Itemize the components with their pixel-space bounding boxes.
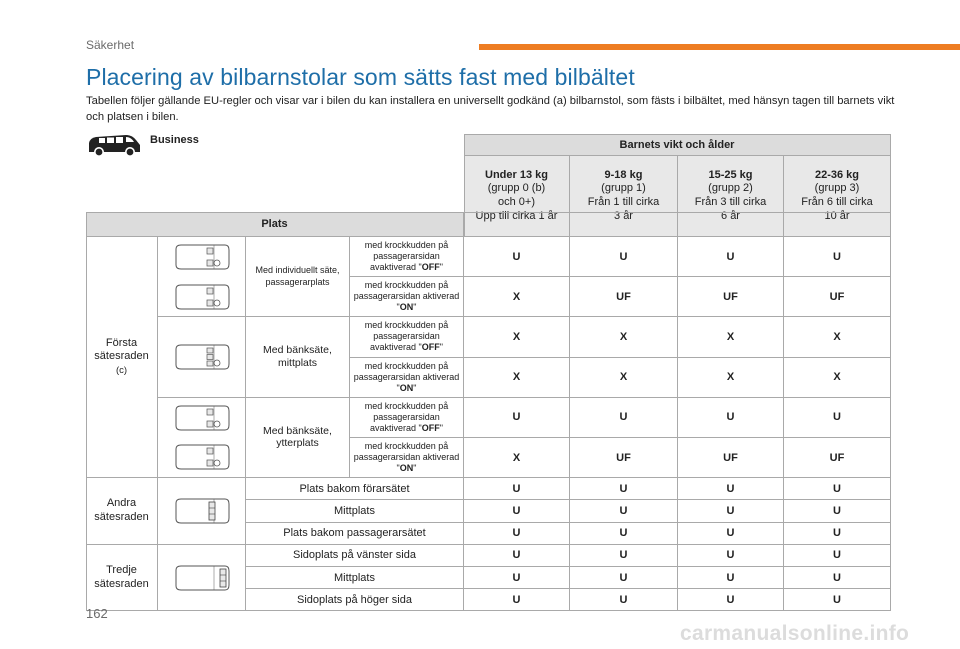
suitability-value-text: U bbox=[726, 504, 735, 517]
seat-diagram bbox=[158, 478, 246, 545]
age-group-description: (grupp 3) bbox=[814, 182, 860, 195]
suitability-value-text: U bbox=[726, 250, 735, 263]
age-group-header bbox=[464, 134, 891, 156]
suitability-value bbox=[784, 545, 891, 567]
suitability-value bbox=[570, 589, 678, 611]
age-group-cell bbox=[678, 156, 784, 237]
suitability-value-text: U bbox=[726, 482, 735, 495]
suitability-value bbox=[464, 523, 570, 545]
seat-place bbox=[246, 478, 464, 500]
seat-type-label: Med individuellt säte, passagerarplats bbox=[255, 265, 340, 287]
suitability-value-text: UF bbox=[616, 451, 631, 464]
seat-type bbox=[246, 317, 350, 397]
suitability-value bbox=[570, 398, 678, 438]
airbag-state: ON bbox=[399, 463, 414, 474]
suitability-value bbox=[678, 478, 784, 500]
suitability-value bbox=[464, 237, 570, 277]
suitability-value-text: UF bbox=[829, 290, 845, 303]
airbag-status-text bbox=[350, 320, 463, 353]
airbag-status-text bbox=[350, 280, 463, 313]
suitability-value-text: X bbox=[512, 451, 521, 464]
suitability-value bbox=[464, 277, 570, 317]
seat-place-label: Sidoplats på höger sida bbox=[297, 593, 412, 606]
suitability-value-text: U bbox=[512, 549, 521, 562]
suitability-value-text: U bbox=[833, 250, 841, 263]
suitability-value bbox=[784, 567, 891, 589]
suitability-value-text: U bbox=[512, 527, 521, 540]
suitability-value-text: U bbox=[726, 571, 735, 584]
child-seat-table bbox=[86, 134, 891, 611]
suitability-value-text: U bbox=[619, 504, 628, 517]
seat-type bbox=[246, 237, 350, 317]
suitability-value bbox=[570, 438, 678, 478]
suitability-value bbox=[678, 500, 784, 522]
suitability-value-text: UF bbox=[723, 290, 738, 303]
suitability-value bbox=[570, 237, 678, 277]
row-label-second bbox=[86, 478, 158, 545]
suitability-value-text: X bbox=[833, 330, 841, 343]
airbag-status-suffix: " bbox=[413, 382, 417, 393]
age-group-cell bbox=[784, 156, 891, 237]
watermark: carmanualsonline.info bbox=[680, 622, 910, 645]
age-group-description: Upp till cirka 1 år bbox=[475, 209, 558, 222]
suitability-value bbox=[784, 317, 891, 357]
seat-place-label: Sidoplats på vänster sida bbox=[293, 549, 416, 562]
suitability-value bbox=[570, 317, 678, 357]
suitability-value bbox=[784, 500, 891, 522]
suitability-value bbox=[784, 523, 891, 545]
suitability-value-text: U bbox=[833, 549, 841, 562]
page-number: 162 bbox=[86, 606, 108, 621]
seat-position-diagram-icon bbox=[173, 497, 231, 525]
suitability-value bbox=[570, 567, 678, 589]
suitability-value-text: U bbox=[833, 482, 841, 495]
seat-place bbox=[246, 545, 464, 567]
row-label-third-text: Tredje sätesraden bbox=[94, 564, 149, 590]
row-label-front-text: Första sätesraden bbox=[94, 336, 149, 363]
suitability-value bbox=[784, 237, 891, 277]
airbag-status-suffix: " bbox=[413, 463, 417, 474]
suitability-value-text: U bbox=[512, 504, 521, 517]
airbag-status bbox=[350, 438, 464, 478]
suitability-value-text: X bbox=[512, 371, 521, 384]
suitability-value bbox=[678, 277, 784, 317]
model-name: Business bbox=[150, 134, 199, 146]
suitability-value-text: U bbox=[512, 411, 521, 424]
suitability-value bbox=[678, 567, 784, 589]
suitability-value-text: X bbox=[726, 371, 735, 384]
seat-type-label: Med bänksäte, mittplats bbox=[263, 344, 332, 370]
seat-place bbox=[246, 500, 464, 522]
row-label-second-text: Andra sätesraden bbox=[94, 497, 149, 523]
suitability-value bbox=[464, 500, 570, 522]
age-group-weight: 9-18 kg bbox=[604, 168, 643, 181]
suitability-value bbox=[570, 277, 678, 317]
seat-diagram bbox=[158, 545, 246, 612]
age-group-cell bbox=[570, 156, 678, 237]
seat-diagram bbox=[158, 317, 246, 397]
seat-diagram bbox=[158, 398, 246, 478]
seat-place-label: Plats bakom förarsätet bbox=[299, 482, 410, 495]
suitability-value-text: U bbox=[619, 571, 628, 584]
airbag-status-prefix: med krockkudden på passagerarsidan aktiverad " bbox=[353, 360, 460, 393]
seat-position-diagram-icon bbox=[173, 283, 231, 311]
row-label-front-note: (c) bbox=[115, 364, 128, 376]
plats-header-label: Plats bbox=[261, 218, 288, 230]
suitability-value-text: U bbox=[726, 527, 735, 540]
age-group-description: Från 3 till cirka bbox=[694, 196, 767, 208]
age-group-description: (grupp 0 (b) bbox=[487, 182, 546, 195]
suitability-value-text: UF bbox=[616, 290, 631, 303]
suitability-value bbox=[678, 317, 784, 357]
airbag-state: ON bbox=[399, 382, 414, 393]
airbag-status bbox=[350, 277, 464, 317]
suitability-value-text: X bbox=[726, 330, 735, 343]
age-group-weight: 15-25 kg bbox=[708, 168, 753, 181]
suitability-value bbox=[570, 478, 678, 500]
airbag-status bbox=[350, 237, 464, 277]
row-label-front bbox=[86, 237, 158, 478]
seat-position-diagram-icon bbox=[173, 343, 231, 371]
row-label-third bbox=[86, 545, 158, 612]
suitability-value bbox=[570, 358, 678, 398]
age-group-header-label: Barnets vikt och ålder bbox=[619, 138, 735, 151]
suitability-value-text: X bbox=[512, 290, 521, 303]
suitability-value-text: X bbox=[619, 371, 628, 384]
age-group-cell bbox=[464, 156, 570, 237]
airbag-state: OFF bbox=[421, 422, 440, 433]
seat-place bbox=[246, 523, 464, 545]
suitability-value bbox=[678, 545, 784, 567]
seat-place bbox=[246, 589, 464, 611]
suitability-value bbox=[464, 398, 570, 438]
suitability-value-text: UF bbox=[829, 451, 845, 464]
suitability-value bbox=[784, 438, 891, 478]
suitability-value bbox=[464, 358, 570, 398]
suitability-value bbox=[570, 545, 678, 567]
age-group-description: Från 6 till cirka bbox=[801, 196, 873, 208]
airbag-status-suffix: " bbox=[439, 422, 443, 433]
age-group-description: 3 år bbox=[614, 209, 633, 222]
airbag-status-prefix: med krockkudden på passagerarsidan aktiverad " bbox=[353, 280, 460, 313]
seat-position-diagram-icon bbox=[173, 443, 231, 471]
suitability-value bbox=[678, 438, 784, 478]
accent-bar bbox=[479, 44, 960, 50]
age-group-description: Från 1 till cirka bbox=[587, 196, 660, 208]
age-group-description: 10 år bbox=[824, 209, 850, 222]
airbag-state: OFF bbox=[421, 262, 440, 273]
age-group-description: och 0+) bbox=[498, 196, 535, 208]
suitability-value bbox=[464, 589, 570, 611]
suitability-value bbox=[464, 478, 570, 500]
suitability-value-text: U bbox=[512, 593, 521, 606]
airbag-status-suffix: " bbox=[413, 302, 417, 313]
suitability-value-text: U bbox=[619, 482, 628, 495]
seat-position-diagram-icon bbox=[173, 404, 231, 432]
airbag-status-text bbox=[350, 361, 463, 394]
airbag-status bbox=[350, 358, 464, 398]
section-label: Säkerhet bbox=[86, 38, 135, 52]
airbag-status-prefix: med krockkudden på passagerarsidan avaktiverad " bbox=[364, 400, 449, 433]
suitability-value bbox=[464, 567, 570, 589]
suitability-value bbox=[678, 523, 784, 545]
seat-place-label: Mittplats bbox=[334, 504, 375, 517]
suitability-value-text: U bbox=[619, 549, 628, 562]
airbag-status bbox=[350, 398, 464, 438]
airbag-status-suffix: " bbox=[439, 262, 443, 273]
seat-place-label: Mittplats bbox=[334, 571, 375, 584]
airbag-status-text bbox=[350, 240, 463, 273]
seat-place bbox=[246, 567, 464, 589]
airbag-status-suffix: " bbox=[439, 342, 443, 353]
age-group-weight: Under 13 kg bbox=[485, 168, 548, 181]
suitability-value-text: U bbox=[833, 527, 841, 540]
seat-diagram bbox=[158, 237, 246, 317]
suitability-value bbox=[784, 589, 891, 611]
airbag-state: OFF bbox=[421, 342, 440, 353]
suitability-value bbox=[784, 358, 891, 398]
suitability-value bbox=[678, 358, 784, 398]
suitability-value bbox=[678, 237, 784, 277]
suitability-value-text: U bbox=[833, 411, 841, 424]
intro-paragraph: Tabellen följer gällande EU-regler och visar var i bilen du kan installera en universellt godkänd (a) bilbarnstol, som fästs i bilbältet, med hänsyn tagen till barnets vikt och platsen i bilen. bbox=[86, 95, 895, 123]
suitability-value bbox=[784, 277, 891, 317]
suitability-value bbox=[678, 589, 784, 611]
seat-type bbox=[246, 398, 350, 478]
suitability-value-text: U bbox=[833, 571, 841, 584]
suitability-value bbox=[464, 545, 570, 567]
page-title: Placering av bilbarnstolar som sätts fast med bilbältet bbox=[86, 64, 635, 90]
suitability-value-text: U bbox=[726, 593, 735, 606]
suitability-value bbox=[464, 438, 570, 478]
suitability-value-text: X bbox=[833, 371, 841, 384]
age-group-description: (grupp 1) bbox=[601, 182, 646, 195]
plats-header bbox=[86, 212, 464, 237]
airbag-status-text bbox=[350, 441, 463, 474]
suitability-value-text: U bbox=[512, 250, 521, 263]
seat-position-diagram-icon bbox=[173, 243, 231, 271]
seat-place-label: Plats bakom passagerarsätet bbox=[283, 527, 426, 540]
suitability-value bbox=[570, 523, 678, 545]
suitability-value-text: U bbox=[833, 593, 841, 606]
suitability-value-text: U bbox=[726, 411, 735, 424]
airbag-status-prefix: med krockkudden på passagerarsidan avaktiverad " bbox=[364, 240, 449, 273]
suitability-value-text: U bbox=[833, 504, 841, 517]
suitability-value-text: X bbox=[512, 330, 521, 343]
suitability-value bbox=[678, 398, 784, 438]
airbag-status-prefix: med krockkudden på passagerarsidan aktiverad " bbox=[353, 441, 460, 474]
age-group-description: (grupp 2) bbox=[708, 182, 753, 195]
suitability-value-text: U bbox=[619, 527, 628, 540]
suitability-value bbox=[464, 317, 570, 357]
suitability-value-text: U bbox=[619, 250, 628, 263]
airbag-state: ON bbox=[399, 302, 414, 313]
suitability-value-text: U bbox=[619, 593, 628, 606]
suitability-value-text: X bbox=[619, 330, 628, 343]
suitability-value-text: UF bbox=[723, 451, 738, 464]
suitability-value bbox=[784, 478, 891, 500]
seat-position-diagram-icon bbox=[173, 564, 231, 592]
airbag-status bbox=[350, 317, 464, 357]
suitability-value-text: U bbox=[619, 411, 628, 424]
airbag-status-text bbox=[350, 401, 463, 434]
airbag-status-prefix: med krockkudden på passagerarsidan avaktiverad " bbox=[364, 320, 449, 353]
suitability-value-text: U bbox=[512, 482, 521, 495]
suitability-value bbox=[784, 398, 891, 438]
seat-type-label: Med bänksäte, ytterplats bbox=[263, 424, 332, 450]
suitability-value bbox=[570, 500, 678, 522]
suitability-value-text: U bbox=[726, 549, 735, 562]
suitability-value-text: U bbox=[512, 571, 521, 584]
age-group-description: 6 år bbox=[721, 209, 740, 222]
age-group-weight: 22-36 kg bbox=[814, 168, 860, 181]
